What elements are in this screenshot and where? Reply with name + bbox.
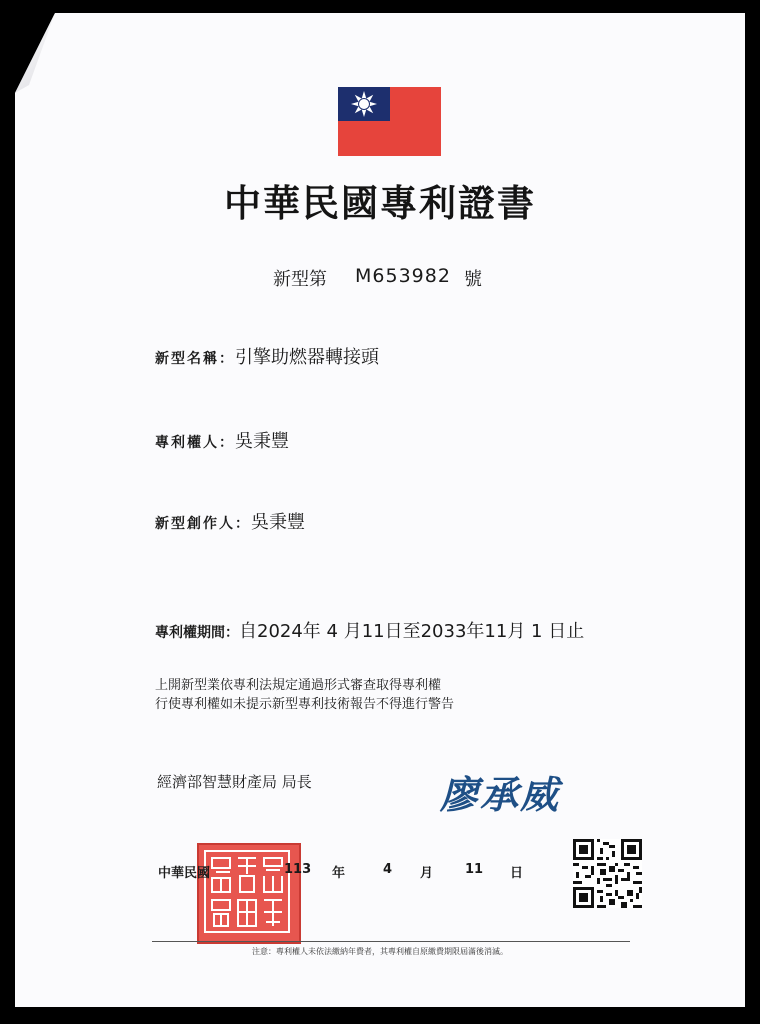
field-label: 新型創作人：	[155, 516, 251, 532]
field-patent-term	[155, 617, 584, 643]
issue-date-month-unit: 月	[420, 866, 434, 881]
notice-line: 行使專利權如未提示新型專利技術報告不得進行警告	[155, 697, 455, 712]
issue-date-month: 4	[383, 862, 393, 877]
issue-date-day-unit: 日	[510, 866, 524, 881]
field-patentee	[155, 427, 289, 453]
roc-flag	[338, 87, 441, 156]
certificate-title: 中華民國專利證書	[224, 182, 536, 225]
director-title: 經濟部智慧財產局 局長	[157, 773, 312, 791]
field-value: 吳秉豐	[251, 512, 305, 533]
patent-number: M653982	[355, 265, 451, 287]
official-seal	[197, 843, 301, 944]
field-value: 引擎助燃器轉接頭	[235, 347, 379, 368]
patent-number-suffix: 號	[464, 269, 482, 290]
field-label: 專利權期間：	[155, 625, 239, 641]
field-label: 專利權人：	[155, 435, 235, 451]
issue-date-era: 中華民國	[158, 866, 211, 881]
patent-number-prefix: 新型第	[273, 269, 327, 290]
field-value: 吳秉豐	[235, 431, 289, 452]
issue-date-year-unit: 年	[332, 866, 346, 881]
director-signature: 廖承威	[440, 772, 561, 817]
issue-date-year: 113	[284, 862, 312, 877]
legal-notice	[155, 676, 454, 714]
field-value: 自2024年 4 月11日至2033年11月 1 日止	[239, 621, 585, 642]
notice-line: 上開新型業依專利法規定通過形式審查取得專利權	[155, 678, 442, 693]
white-sun-icon	[349, 89, 379, 119]
field-label: 新型名稱：	[155, 351, 235, 367]
seal-glyphs	[204, 850, 290, 933]
footer-divider	[152, 941, 630, 942]
field-creator	[155, 508, 305, 534]
field-utility-model-name	[155, 343, 379, 369]
issue-date-day: 11	[465, 862, 484, 877]
qr-code-icon	[573, 839, 642, 908]
footer-notice: 注意：專利權人未依法繳納年費者，其專利權自原繳費期限屆滿後消滅。	[252, 947, 508, 956]
